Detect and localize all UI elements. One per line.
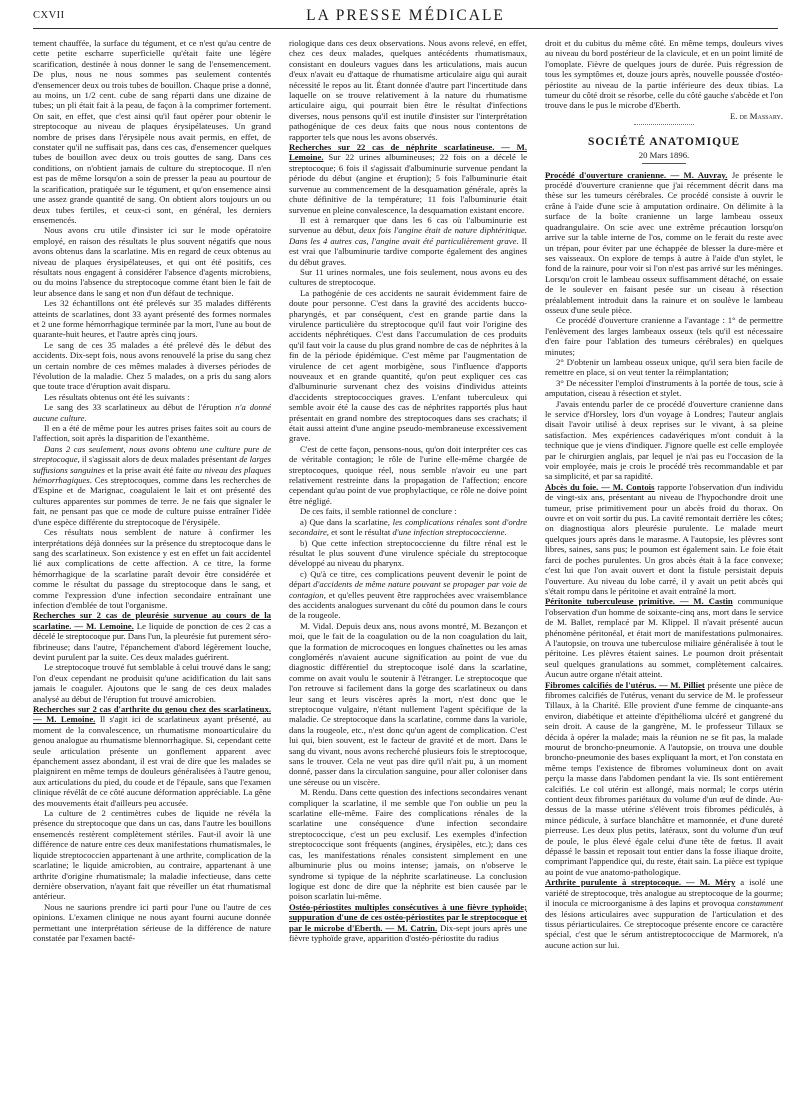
paragraph: Les résultats obtenus ont été les suivants :: [44, 391, 190, 402]
paragraph: J'avais entendu parler de ce procédé d'ouverture cranienne dans le service d'Horsley, lors d'un voyage à Londres; l'auteur anglais disait l'avoir utilisé à deux reprises sur le vivant, à sa pleine satisfaction. Mes expériences cadavériques m'ont conduit à la technique que je viens d'indiquer. J'ignore quelle est celle employée par le chirurgien anglais, par lequel je n'ai pas eu l'occasion de la voir employée, mais je crois le procédé très recommandable et par sa simplicité, et par sa rapidité.: [545, 398, 783, 482]
paragraph: Recherches sur 22 cas de néphrite scarlatineuse. — M. Lemoine. Sur 22 urines albumineuses; 22 fois on a décelé le streptocoque; 6 fois il s'agissait d'albuminurie survenue pendant la période du début (angine et éruption); 5 fois l'albuminurie était survenue au commencement de la desquamation générale, après la chute définitive de la température; 11 fois l'albuminurie était survenue en pleine convalescence, la desquamation existant encore.: [289, 142, 527, 215]
column-3-bottom: [545, 170, 783, 950]
paragraph: Le sang de ces 35 malades a été prélevé dès le début des accidents. Dix-sept fois, nous avons renouvelé la prise du sang chez un certain nombre de ces mêmes malades à diverses périodes de l'évolution de la maladie. Chez 5 malades, on a pris du sang alors que toute trace d'éruption avait disparu.: [33, 339, 271, 392]
paragraph: Le sang des 33 scarlatineux au début de l'éruption n'a donné aucune culture.: [33, 402, 271, 423]
paragraph: M. Rendu. Dans cette question des infections secondaires venant compliquer la scarlatine, il me semble que l'on oublie un peu la scarlatine elle-même. Faire des complications rénales de la scarlatine une conséquence d'une infection secondaire streptococcique, c'est un peu exclusif. Les exemples d'infection streptococcique sont fréquents (angines, érysipèles, etc.); dans ces cas, les manifestations rénales consistent simplement en une albuminurie plus ou moins intense; jamais, on n'observe le syndrome si typique de la néphrite scarlatineuse. La conclusion logique est donc de dire que la néphrite est bien causée par le poison scarlatin lui-même.: [289, 787, 527, 902]
paragraph: Ces résultats nous semblent de nature à confirmer les interprétations déjà données sur la présence du streptocoque dans le sang des scarlatineux. Son existence y est en effet un fait accidentel lié aux complications de cette affection. A ce titre, la forme hémorrhagique de la scarlatine paraît devoir être considérée et comme le résultat du passage du streptocoque dans le sang, et comme l'expression d'une infection secondaire entraînant une infection d'emblée de tout l'organisme.: [33, 527, 271, 610]
paragraph: Il est à remarquer que dans les 6 cas où l'albuminurie est survenue au début, deux fois l'angine était de nature diphtéritique. Dans les 4 autres cas, l'angine avait été particulièrement grave. Il est vrai que l'albuminurie tardive comporte également des angines du début graves.: [289, 214, 527, 267]
column-2: [289, 38, 527, 1098]
paragraph: riologique dans ces deux observations. Nous avons relevé, en effet, chez ces deux malades, quelques antécédents rhumatismaux, consistant en douleurs vagues dans les articulations, mais aucun d'eux n'avait eu d'attaque de rhumatisme articulaire aigu qui aurait nécessité le repos au lit. Étant donnée d'autre part l'incertitude dans laquelle on se trouve relativement à la nature du rhumatisme articulaire aigu, qui pourrait bien être le résultat d'infections diverses, nous pensons qu'il est inutile d'insister sur l'interprétation pathogénique de ces deux faits que nous nous contentons de rapporter tels que nous les avons observés.: [289, 38, 527, 142]
page-header: [33, 6, 778, 28]
paragraph: Sur 11 urines normales, une fois seulement, nous avons eu des cultures de streptocoque.: [289, 266, 527, 288]
paragraph: Nous avons cru utile d'insister ici sur le mode opératoire employé, en raison des résultats le plus souvent négatifs que nous avons obtenus dans la scarlatine. Mis en regard de ceux obtenus au niveau de plaques érysipélateuses, et qui ont été positifs, ces résultats nous engagent à considérer l'absence d'agents microbiens, ou du moins l'absence du streptocoque comme étant bien le fait de leur absence dans le sang et non d'un défaut de technique.: [33, 225, 271, 298]
paragraph: M. Vidal. Depuis deux ans, nous avons montré, M. Bezançon et moi, que le fait de la coagulation ou de la non coagulation du lait, que la formation de microcoques en longues chaînettes ou les amas conglomérés n'avaient aucune signification au point de vue du diagnostic différentiel du streptocoque isolé dans la scarlatine, comme on avait voulu le soutenir à l'étranger. Le streptocoque que l'on retrouve si facilement dans la gorge des scarlatineux ou dans leur sang et leurs viscères après la mort, n'est donc que le streptocoque vulgaire, n'étant nullement l'agent spécifique de la maladie. Ce streptocoque dans la scarlatine, comme dans la variole, dans la rougeole, etc., n'est donc qu'un agent de complication. C'est lui qui, bien souvent, est le facteur de gravité et de mort. Dans le sang du vivant, nous avons recherché plusieurs fois le streptocoque, sans le trouver. Cela ne veut pas dire qu'il n'ait pu, à un moment donné, passer dans la circulation sanguine, pour aller coloniser dans une séreuse ou un viscère.: [289, 620, 527, 787]
paragraph: droit et du cubitus du même côté. En même temps, douleurs vives au niveau du bord postérieur de la clavicule, et en un point limité de l'omoplate. Fièvre de quelques jours de durée. Puis régression de tous les symptômes et, douze jours après, nouvelle poussée d'ostéo-périostite au niveau de la partie inférieure des deux tibias. La tumeur du côté droit se résorbe, celle du côté gauche s'abcède et l'on trouve dans le pus le microbe d'Eberth.: [545, 38, 783, 111]
page-number: CXVII: [33, 10, 65, 21]
paragraph: Arthrite purulente à streptocoque. — M. Méry a isolé une variété de streptocoque, très analogue au streptocoque de la gourme; il inocula ce microorganisme à des lapins et provoqua constamment des lésions articulaires avec suppuration de l'articulation et des tissus périarticulaires. Ce streptocoque présente encore ce caractère spécial, c'est que le sérum antistreptococcique de Marmorek, n'a aucune action sur lui.: [545, 877, 783, 950]
paragraph: De ces faits, il semble rationnel de conclure :: [300, 506, 457, 517]
paragraph: Ostéo-périostites multiples consécutives à une fièvre typhoïde; suppuration d'une de ces ostéo-périostites par le streptocoque et par le microbe d'Eberth. — M. Catrin. Dix-sept jours après une fièvre typhoïde grave, apparition d'ostéo-périostite du radius: [289, 901, 527, 943]
column-3: [545, 38, 783, 1098]
paragraph: tement chauffée, la surface du tégument, et ce n'est qu'au centre de cette petite escharre superficielle qu'était faite une légère scarification, destinée à nous donner le sang de l'ensemencement. De plus, nous ne nous sommes pas seulement contentés d'ensemencer deux ou trois tubes de bouillon. Chaque prise a donné, au moins, un 1/2 cent. cube de sang réparti dans une dizaine de tubes; un pli était fait à la peau, de façon à la comprimer fortement. On sait, en effet, que c'est ainsi qu'il faut opérer pour obtenir le streptocoque au niveau de plaques érysipélateuses. Un grand nombre de prises dans l'érysipèle nous avait permis, en effet, de constater qu'il ne suffisait pas, dans ces cas, d'ensemencer quelques tubes de bouillon avec deux ou trois gouttes de sang. Dans ces conditions, on n'obtient jamais de culture du streptocoque. Il n'en est pas de même lorsqu'on a soin de presser la peau au pourtour de la scarification, pratiquée sur le tégument, et qu'on ensemence ainsi une assez grande quantité de sang. On obtient alors toujours un ou deux tubes fertiles, et ceux-ci sont, en général, les derniers ensemencés.: [33, 38, 271, 225]
paragraph: La culture de 2 centimètres cubes de liquide ne révéla la présence du streptocoque que dans un cas, dans l'autre les bouillons ensemencés restèrent complètement stériles. Faut-il avoir là une différence de nature entre ces deux manifestations rhumatismales, le liquide streptococcien appartenant à une arthrite, complication de la scarlatine; le liquide amicrobien, au contraire, appartenant à une arthrite d'origine rhumatismale; la maladie infectieuse, dans cette dernière observation, n'ayant fait que réveiller un état rhumatismal antérieur.: [33, 808, 271, 902]
paragraph: b) Que cette infection streptococcienne du filtre rénal est le résultat le plus souvent d'une virulence spéciale du streptocoque développé au niveau du pharynx.: [289, 537, 527, 569]
section-date: 20 Mars 1896.: [638, 150, 690, 161]
section-title: SOCIÉTÉ ANATOMIQUE: [587, 136, 741, 149]
paragraph: c) Qu'à ce titre, ces complications peuvent devenir le point de départ d'accidents de même nature pouvant se propager par voie de contagion, et qu'elles peuvent être rapprochées avec vraisemblance des accidents analogues survenant du côté du poumon dans le cours de la rougeole.: [289, 568, 527, 621]
paragraph: Il en a été de même pour les autres prises faites soit au cours de l'affection, soit après la disparition de l'exanthème.: [33, 423, 271, 444]
paragraph: Les 32 échantillons ont été prélevés sur 35 malades différents atteints de scarlatines, dont 33 ayant présenté des formes normales et 2 une forme hémorrhagique terminée par la mort, l'une au bout de quarante-huit heures, et l'autre après cinq jours.: [33, 298, 271, 340]
paragraph: 2° D'obtenir un lambeau osseux unique, qu'il sera bien facile de remettre en place, si on veut tenter la réimplantation;: [545, 356, 783, 378]
section-rule: [642, 163, 686, 164]
journal-title: LA PRESSE MÉDICALE: [306, 7, 505, 24]
paragraph: Abcès du foie. — M. Contois rapporte l'observation d'un individu de vingt-six ans, présentant au niveau de l'hypochondre droit une tumeur, prise primitivement pour un abcès froid du thorax. On ouvre et on voit sortir du pus. La cavité remontait derrière les côtes; on diagnostiqua alors pleurésie purulente. Le malade meurt quelques jours après dans le marasme. A l'autopsie, les plèvres sont libres, saines, sans pus; le poumon est également sain. Le foie était farci de poches purulentes. Un gros abcès était à la face convexe; c'est lui que l'on avait ouvert et dont la fistule persistait depuis l'ouverture. Au niveau du lobe carré, il y avait un petit abcès qui s'était rompu dans le péritoine et avait entraîné la mort.: [545, 481, 783, 596]
paragraph: La pathogénie de ces accidents ne saurait évidemment faire de doute pour personne. C'est dans la gravité des accidents bucco-pharyngés, et par conséquent, c'est en grande partie dans la virulence particulière du streptocoque qu'il faut voir l'origine des accidents néphrétiques. C'est dans l'accumulation de ces produits qu'il faut voir la cause du plus grand nombre de cas de néphrites à la fin de la période épidémique. C'est même par l'augmentation de virulence de cet agent morbigène, sous l'influence d'apports nouveaux et en grande quantité, qu'on peut expliquer ces cas d'albuminurie survenant chez des voisins d'individus atteints d'accidents streptococciques graves. L'enfant tuberculeux qui semble avoir été la cause des cas de néphrites rapportés plus haut présentait en grand nombre des streptocoques dans ses crachats; il était aussi atteint d'une angine pseudo-membraneuse excessivement grave.: [289, 287, 527, 444]
column-3-top: [545, 38, 783, 111]
paragraph: Péritonite tuberculeuse primitive. — M. Castin communique l'observation d'un homme de soixante-cinq ans, mort dans le service de M. Ballet, remplacé par M. Klippel. Il n'avait présenté aucun phénomène péritonéal, et était mort de manifestations pulmonaires. A l'autopsie, on trouva une tuberculose miliaire généralisée à tout le péritoine. Les plèvres étaient saines. Le poumon droit présentait seul quelques granulations au sommet, complètement calcaires. Aucun autre organe n'était atteint.: [545, 596, 783, 680]
paragraph: Recherches sur 2 cas de pleurésie survenue au cours de la scarlatine. — M. Lemoine. Le liquide de ponction de ces 2 cas a décelé le streptocoque pur. Dans l'un, la pleurésie fut purement séro-fibrineuse; dans l'autre, l'épanchement d'abord légèrement louche, devint purulent par la suite. Ces deux malades guérirent.: [33, 610, 271, 662]
header-rule: [33, 28, 778, 29]
paragraph: Le streptocoque trouvé fut semblable à celui trouvé dans le sang; l'on d'eux cependant ne produisit qu'une acidification du lait sans jamais le coaguler. Ajoutons que le sang de ces deux malades analysé au début de l'éruption fut trouvé amicrobien.: [33, 662, 271, 704]
paragraph: Ce procédé d'ouverture cranienne a l'avantage : 1° de permettre l'enlèvement des larges lambeaux osseux (tels qu'il est nécessaire d'en faire pour l'ablation des tumeurs cérébrales) en quelques minutes;: [545, 315, 783, 357]
separator-rule: [634, 124, 694, 125]
paragraph: a) Que dans la scarlatine, les complications rénales sont d'ordre secondaire, et sont le résultat d'une infection streptococcienne.: [289, 516, 527, 538]
paragraph: Nous ne saurions prendre ici parti pour l'une ou l'autre de ces opinions. L'examen clinique ne nous ayant fourni aucune donnée permettant une interprétation sérieuse de la différence de nature constatée par l'examen bacté-: [33, 901, 271, 943]
paragraph: Fibromes calcifiés de l'utérus. — M. Pilliet présente une pièce de fibromes calcifiés de l'utérus, venant du service de M. le professeur Tillaux, à la Charité. Elle provient d'une femme de cinquante-ans environ, diabétique et atteinte d'épithélioma ulcéré et gangrené du sein droit. A cause de la gangrène, M. le professeur Tillaux se décida à opérer la malade; mais la réunion ne se fit pas, la malade mourut de broncho-pneumonie. A l'autopsie, on trouva une double broncho-pneumonie des bases expliquant la mort, et l'on constata en même temps l'existence de fibromes volumineux dont on avait perçu la masse dans l'abdomen pendant la vie. Ils sont entièrement calcifiés. Le col utérin est allongé, mais normal; le corps utérin contient deux fibromes pariétaux du volume d'un œuf de dinde. Au-dessus de la masse utérine s'élèvent trois fibromes pédiculés, à mince pédicule, à surface blanchâtre et mamonnée, et d'une dureté pierreuse. Les deux plus petits, latéraux, sont du volume d'un œuf de poule, le plus élevé égale celui d'une tête de fœtus. Il avait dépassé le bassin et reposait tout entier dans la fosse iliaque droite, comprimant l'appendice qui, du reste, était sain. La pièce est typique au point de vue anatomo-pathologique.: [545, 679, 783, 877]
author-signature: E. de Massary.: [729, 110, 783, 121]
paragraph: Dans 2 cas seulement, nous avons obtenu une culture pure de streptocoque, il s'agissait alors de deux malades présentant de larges suffusions sanguines et la prise avait été faite au niveau des plaques hémorrhagiques. Ces streptocoques, comme dans les recherches de d'Espine et de Marignac, coagulaient le lait et ont présenté des cultures apparentes sur pommes de terre. Je ne fais que signaler le fait, ne pensant pas que ce mode de culture puisse entraîner l'idée d'une espèce différente du streptocoque de l'érysipèle.: [33, 443, 271, 527]
paragraph: Recherches sur 2 cas d'arthrite du genou chez des scarlatineux. — M. Lemoine. Il s'agit ici de scarlatineux ayant présenté, au moment de la convalescence, un rhumatisme monoarticulaire du genou analogue au rhumatisme blennorrhagique. Si, cependant cette seule articulation présente un gonflement apparent avec épanchement assez abondant, il est vrai de dire que les malades se plaignirent en même temps de douleurs généralisées à l'autre genou, aux articulations du pied, du coude et de l'épaule, sans que l'examen clinique révélât de ce côté aucune déformation appréciable. La gêne des mouvements était d'ailleurs peu accusée.: [33, 704, 271, 808]
paragraph: C'est de cette façon, pensons-nous, qu'on doit interpréter ces cas de véritable contagion; le rôle de l'urine elle-même chargée de streptocoques, quoique réel, nous semble n'avoir eu une part relativement restreinte dans la propagation de l'affection; encore cependant qu'au point de vue prophylactique, ce rôle ne doive point être négligé.: [289, 443, 527, 506]
column-1: [33, 38, 271, 1098]
paragraph: Procédé d'ouverture cranienne. — M. Auvray. Je présente le procédé d'ouverture cranienne que j'ai récemment décrit dans ma thèse sur les tumeurs cérébrales. Ce procédé consiste à ouvrir le crâne à l'aide d'une scie à amputation ordinaire. On délimite à la surface de la boîte cranienne un large lambeau osseux quadrangulaire. On scie avec une extrême précaution lorsqu'on arrive sur la table interne de l'os, comme on le ferait du reste avec un trépan, pour éviter par une échappée de blesser la dure-mère et ses vaisseaux. On explore de temps à autre à l'aide d'un stylet, le fond de la rainure, pour voir si l'on n'est pas arrivé sur les méninges. Lorsqu'on croit le lambeau osseux suffisamment détaché, on essaie de le soulever en faisant pesée sur un ciseau à résection préalablement introduit dans la rainure et on soulève le lambeau osseux d'une seule pièce.: [545, 169, 783, 315]
paragraph: 3° De nécessiter l'emploi d'instruments à la portée de tous, scie à amputation, ciseau à résection et stylet.: [545, 377, 783, 399]
